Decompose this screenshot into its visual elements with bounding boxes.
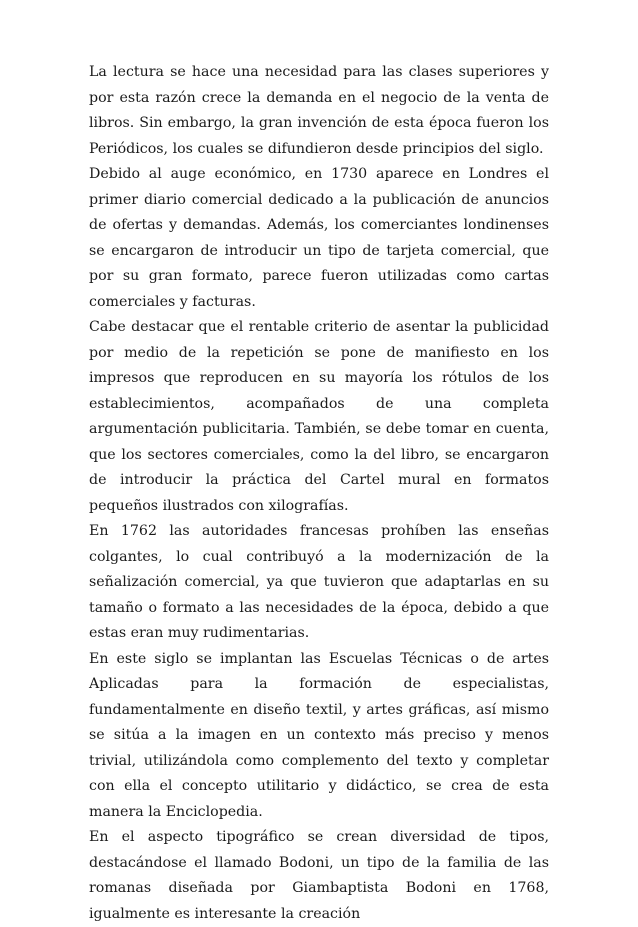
paragraph-french-signs: En 1762 las autoridades francesas prohíben las enseñas colgantes, lo cual contribuyó a la modernización de la señalización comercial, ya que tuvieron que adaptarlas en su tamaño o formato a las necesidades de la época, debido a que estas eran muy rudimentarias. bbox=[89, 523, 549, 641]
document-body bbox=[89, 60, 549, 927]
paragraph-technical-schools: En este siglo se implantan las Escuelas Técnicas o de artes Aplicadas para la formación de especialistas, fundamentalmente en diseño textil, y artes gráficas, así mismo se sitúa a la imagen en un contexto más preciso y menos trivial, utilizándola como complemento del texto y completar con ella el concepto utilitario y didáctico, se crea de esta manera la Enciclopedia. bbox=[89, 650, 549, 820]
paragraph-advertising-repetition: Cabe destacar que el rentable criterio de asentar la publicidad por medio de la repetición se pone de manifiesto en los impresos que reproducen en su mayoría los rótulos de los establecimientos, acompañados de una completa argumentación publicitaria. También, se debe tomar en cuenta, que los sectores comerciales, como la del libro, se encargaron de introducir la práctica del Cartel mural en formatos pequeños ilustrados con xilografías. bbox=[89, 319, 549, 514]
paragraph-reading-demand: La lectura se hace una necesidad para las clases superiores y por esta razón crece la demanda en el negocio de la venta de libros. Sin embargo, la gran invención de esta época fueron los Periódicos, los cuales se difundieron desde principios del siglo. bbox=[89, 64, 549, 157]
paragraph-typography-bodoni: En el aspecto tipográfico se crean diversidad de tipos, destacándose el llamado Bodoni, un tipo de la familia de las romanas diseñada por Giambaptista Bodoni en 1768, igualmente es interesante la creación bbox=[89, 829, 549, 922]
paragraph-london-newspaper: Debido al auge económico, en 1730 aparece en Londres el primer diario comercial dedicado a la publicación de anuncios de ofertas y demandas. Además, los comerciantes londinenses se encargaron de introducir un tipo de tarjeta comercial, que por su gran formato, parece fueron utilizadas como cartas comerciales y facturas. bbox=[89, 166, 549, 310]
